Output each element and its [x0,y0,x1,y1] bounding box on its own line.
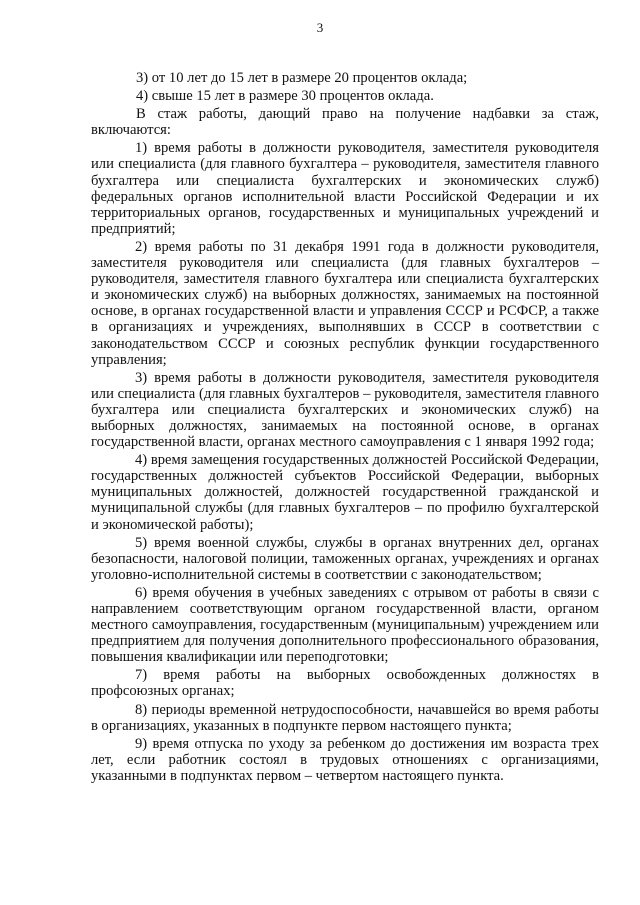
list-item-7: 7) время работы на выборных освобожденных должностях в профсоюзных органах; [91,667,599,700]
document-body [91,70,599,786]
list-item-4: 4) время замещения государственных должностей Российской Федерации, государственных должностей субъектов Российской Федерации, выборных муниципальных должностей, должностей государственной гражданской и муниципальной службы (для главных бухгалтеров – по профилю бухгалтерской и экономической работы); [91,452,599,533]
paragraph-seniority-intro: В стаж работы, дающий право на получение надбавки за стаж, включаются: [91,106,599,139]
list-item-1: 1) время работы в должности руководителя, заместителя руководителя или специалиста (для главного бухгалтера – руководителя, заместителя главного бухгалтера или специалиста бухгалтерских и экономических служб) федеральных органов исполнительной власти Российской Федерации и их территориальных органов, государственных и муниципальных учреждений и предприятий; [91,140,599,237]
list-item-9: 9) время отпуска по уходу за ребенком до достижения им возраста трех лет, если работник состоял в трудовых отношениях с организациями, указанными в подпунктах первом – четвертом настоящего пункта. [91,735,599,784]
list-item-2: 2) время работы по 31 декабря 1991 года в должности руководителя, заместителя руководителя или специалиста (для главных бухгалтеров – руководителя, заместителя главного бухгалтера или специалиста бухгалтерских и экономических служб) на выборных должностях, занимаемых на постоянной основе, в органах государственной власти и управления СССР и РСФСР, а также в организациях и учреждениях, выполнявших в СССР в соответствии с законодательством СССР и союзных республик функции государственного управления; [91,238,599,368]
list-item-6: 6) время обучения в учебных заведениях с отрывом от работы в связи с направлением соответствующим органом государственной власти, органом местного самоуправления, государственным (муниципальным) учреждением или предприятием для получения дополнительного профессионального образования, повышения квалификации или переподготовки; [91,584,599,666]
list-item-5: 5) время военной службы, службы в органах внутренних дел, органах безопасности, налоговой полиции, таможенных органах, учреждениях и органах уголовно-исполнительной системы в соответствии с законодательством; [91,534,599,583]
list-item-3: 3) время работы в должности руководителя, заместителя руководителя или специалиста (для главных бухгалтеров – руководителя, заместителя главного бухгалтера или специалиста бухгалтерских и экономических служб) на выборных должностях, занимаемых на постоянной основе, в органах государственной власти, органах местного самоуправления с 1 января 1992 года; [91,369,599,451]
paragraph-salary-over-15: 4) свыше 15 лет в размере 30 процентов оклада. [136,88,434,105]
page-number: 3 [316,20,324,35]
list-item-8: 8) периоды временной нетрудоспособности, начавшейся во время работы в организациях, указанных в подпункте первом настоящего пункта; [91,701,599,734]
paragraph-salary-10-15: 3) от 10 лет до 15 лет в размере 20 процентов оклада; [136,70,468,86]
